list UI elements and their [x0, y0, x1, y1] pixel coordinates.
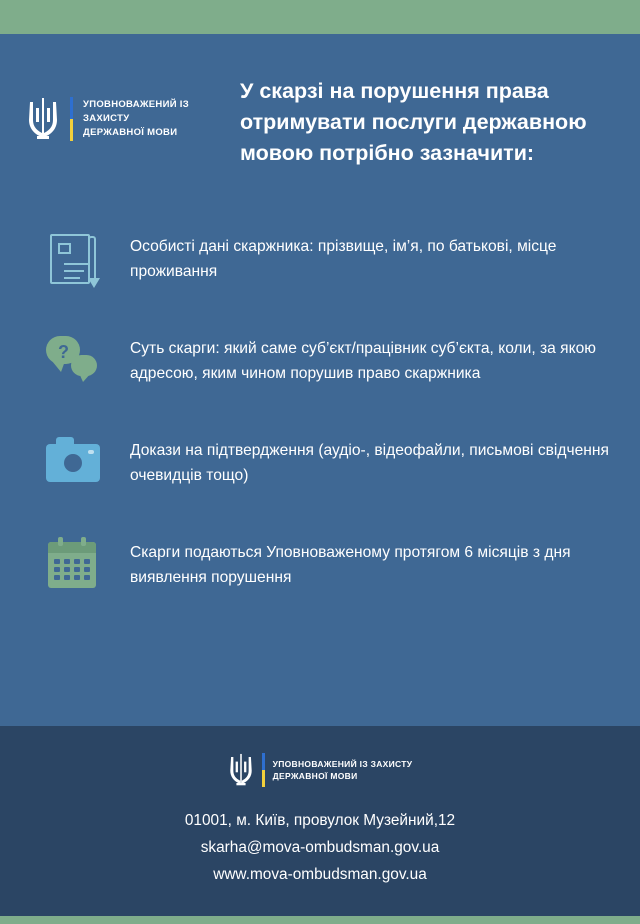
footer-brand-divider [262, 753, 265, 787]
ukrainian-trident-icon [26, 96, 60, 142]
footer-contacts [185, 808, 455, 889]
footer-brand-line-1: УПОВНОВАЖЕНИЙ ІЗ ЗАХИСТУ [272, 758, 413, 769]
top-accent-stripe [0, 0, 640, 34]
list-item [44, 538, 610, 598]
brand-line-2: ДЕРЖАВНОЇ МОВИ [83, 126, 178, 138]
list-item-label: Докази на підтвердження (аудіо-, відеофайли, письмові свідчення очевидців тощо) [130, 441, 609, 484]
poster-footer [0, 726, 640, 916]
footer-email[interactable]: skarha@mova-ombudsman.gov.ua [200, 838, 440, 856]
speech-bubble-question-icon: ? [44, 334, 108, 394]
brand-text [83, 98, 226, 139]
document-pen-icon [44, 232, 108, 292]
requirements-list [0, 170, 640, 598]
calendar-icon [44, 538, 108, 598]
footer-brand-line-2: ДЕРЖАВНОЇ МОВИ [272, 771, 358, 781]
brand-divider [70, 97, 73, 141]
footer-brand-text [273, 758, 413, 783]
footer-website[interactable]: www.mova-ombudsman.gov.ua [213, 865, 427, 883]
brand-lockup [26, 74, 226, 142]
list-item-label: Особисті дані скаржника: прізвище, ім’я, по батькові, місце проживання [130, 237, 557, 280]
list-item [44, 334, 610, 394]
brand-line-1: УПОВНОВАЖЕНИЙ ІЗ ЗАХИСТУ [83, 99, 189, 125]
camera-icon [44, 436, 108, 496]
footer-brand-lockup [228, 752, 413, 788]
list-item-label: Суть скарги: який саме суб’єкт/працівник суб’єкта, коли, за якою адресою, яким чином порушив право скаржника [130, 339, 596, 382]
ukrainian-trident-icon [228, 752, 254, 788]
footer-address: 01001, м. Київ, провулок Музейний,12 [184, 812, 456, 829]
poster-body [0, 34, 640, 726]
list-item-label: Скарги подаються Уповноваженому протягом 6 місяців з дня виявлення порушення [130, 543, 571, 586]
page-title: У скарзі на порушення права отримувати послуги державною мовою потрібно зазначити: [240, 79, 587, 166]
list-item [44, 232, 610, 292]
list-item [44, 436, 610, 496]
bottom-accent-stripe [0, 916, 640, 924]
poster-header [0, 34, 640, 170]
